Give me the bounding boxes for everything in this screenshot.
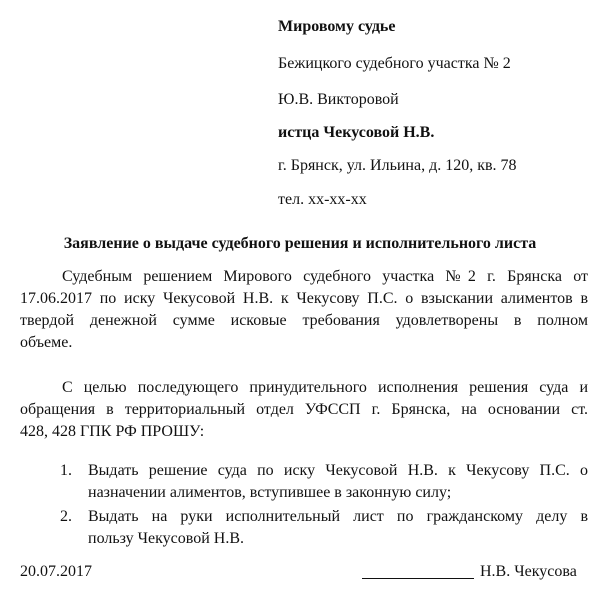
paragraph-decision [20,266,588,354]
document-title: Заявление о выдаче судебного решения и исполнительного листа [63,235,537,252]
paragraph-line: объеме. [20,334,73,351]
plaintiff-name: истца Чекусовой Н.В. [278,124,435,141]
addressee-title: Мировому судье [278,18,396,35]
paragraph-request [20,377,588,443]
signer-name: Н.В. Чекусова [480,563,577,580]
request-line: пользу Чекусовой Н.В. [88,530,244,547]
plaintiff-phone: тел. хх-хх-хх [278,191,367,208]
court-name: Бежицкого судебного участка № 2 [278,55,511,72]
signature-line [362,578,474,579]
paragraph-line: 17.06.2017 по иску Чекусовой Н.В. к Чекусову П.С. о взыскании алиментов в [20,290,588,307]
request-line: Выдать решение суда по иску Чекусовой Н.В. к Чекусову П.С. о [88,462,588,479]
paragraph-line: С целью последующего принудительного исполнения решения суда и [62,379,588,396]
request-text [88,506,588,550]
judge-name: Ю.В. Викторовой [278,91,399,108]
paragraph-line: 428, 428 ГПК РФ ПРОШУ: [20,423,205,440]
request-number: 2. [60,508,72,525]
request-text [88,460,588,504]
plaintiff-address: г. Брянск, ул. Ильина, д. 120, кв. 78 [278,157,517,174]
request-line: Выдать на руки исполнительный лист по гражданскому делу в [88,508,588,525]
paragraph-line: твердой денежной сумме исковые требования удовлетворены в полном [20,312,588,329]
paragraph-line: Судебным решением Мирового судебного участка №2 г. Брянска от [62,268,588,285]
request-line: назначении алиментов, вступившее в законную силу; [88,484,452,501]
request-number: 1. [60,462,72,479]
paragraph-line: обращения в территориальный отдел УФССП г. Брянска, на основании ст. [20,401,588,418]
document-date: 20.07.2017 [20,563,92,580]
